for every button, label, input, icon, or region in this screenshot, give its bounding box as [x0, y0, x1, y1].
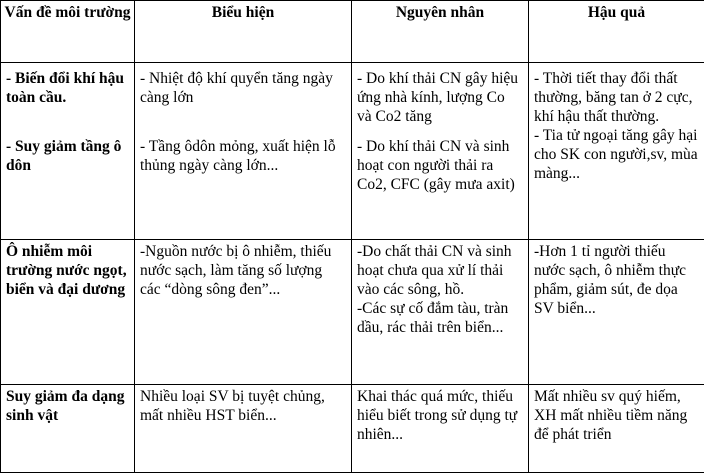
effects-cell	[529, 240, 704, 385]
header-signs: Biểu hiện	[135, 1, 352, 63]
header-causes: Nguyên nhân	[352, 1, 529, 63]
effects-text: Mất nhiều sv quý hiếm, XH mất nhiều tiềm năng để phát triển	[534, 387, 699, 444]
causes-text: Khai thác quá mức, thiếu hiểu biết trong sử dụng tự nhiên...	[357, 387, 523, 444]
issue-cell	[1, 240, 135, 385]
signs-cell	[135, 63, 352, 240]
issue-cell	[1, 385, 135, 473]
signs-text: - Tầng ôdôn mỏng, xuất hiện lỗ thủng ngày càng lớn...	[140, 137, 346, 175]
table-row	[1, 385, 704, 473]
effects-text: - Tia tử ngoại tăng gây hại cho SK con người,sv, mùa màng...	[534, 126, 699, 183]
issue-text: - Biến đổi khí hậu toàn cầu.	[6, 69, 129, 107]
issue-text: Ô nhiễm môi trường nước ngọt, biển và đại dương	[6, 242, 129, 299]
effects-text: - Thời tiết thay đổi thất thường, băng tan ở 2 cực, khí hậu thất thường.	[534, 69, 699, 126]
effects-text: -Hơn 1 tỉ người thiếu nước sạch, ô nhiễm thực phẩm, giảm sút, đe dọa SV biển...	[534, 242, 699, 318]
header-effects: Hậu quả	[529, 1, 704, 63]
header-row	[1, 1, 704, 63]
table-row	[1, 240, 704, 385]
table-row	[1, 63, 704, 240]
causes-text: -Do chất thải CN và sinh hoạt chưa qua xử lí thải vào các sông, hồ.	[357, 242, 523, 299]
signs-text: -Nguồn nước bị ô nhiễm, thiếu nước sạch, làm tăng số lượng các “dòng sông đen”...	[140, 242, 346, 299]
causes-cell	[352, 385, 529, 473]
issue-text: Suy giảm đa dạng sinh vật	[6, 387, 129, 425]
issue-text: - Suy giảm tầng ô dôn	[6, 137, 129, 175]
effects-cell	[529, 63, 704, 240]
causes-text: -Các sự cố đắm tàu, tràn dầu, rác thải trên biển...	[357, 299, 523, 337]
signs-cell	[135, 240, 352, 385]
issue-cell	[1, 63, 135, 240]
header-issue: Vấn đề môi trường	[1, 1, 135, 63]
signs-text: - Nhiệt độ khí quyển tăng ngày càng lớn	[140, 69, 346, 107]
causes-text: - Do khí thải CN gây hiệu ứng nhà kính, lượng Co và Co2 tăng	[357, 69, 523, 126]
signs-text: Nhiều loại SV bị tuyệt chủng, mất nhiều HST biển...	[140, 387, 346, 425]
signs-cell	[135, 385, 352, 473]
effects-cell	[529, 385, 704, 473]
causes-text: - Do khí thải CN và sinh hoạt con người thải ra Co2, CFC (gây mưa axit)	[357, 137, 523, 194]
causes-cell	[352, 240, 529, 385]
causes-cell	[352, 63, 529, 240]
